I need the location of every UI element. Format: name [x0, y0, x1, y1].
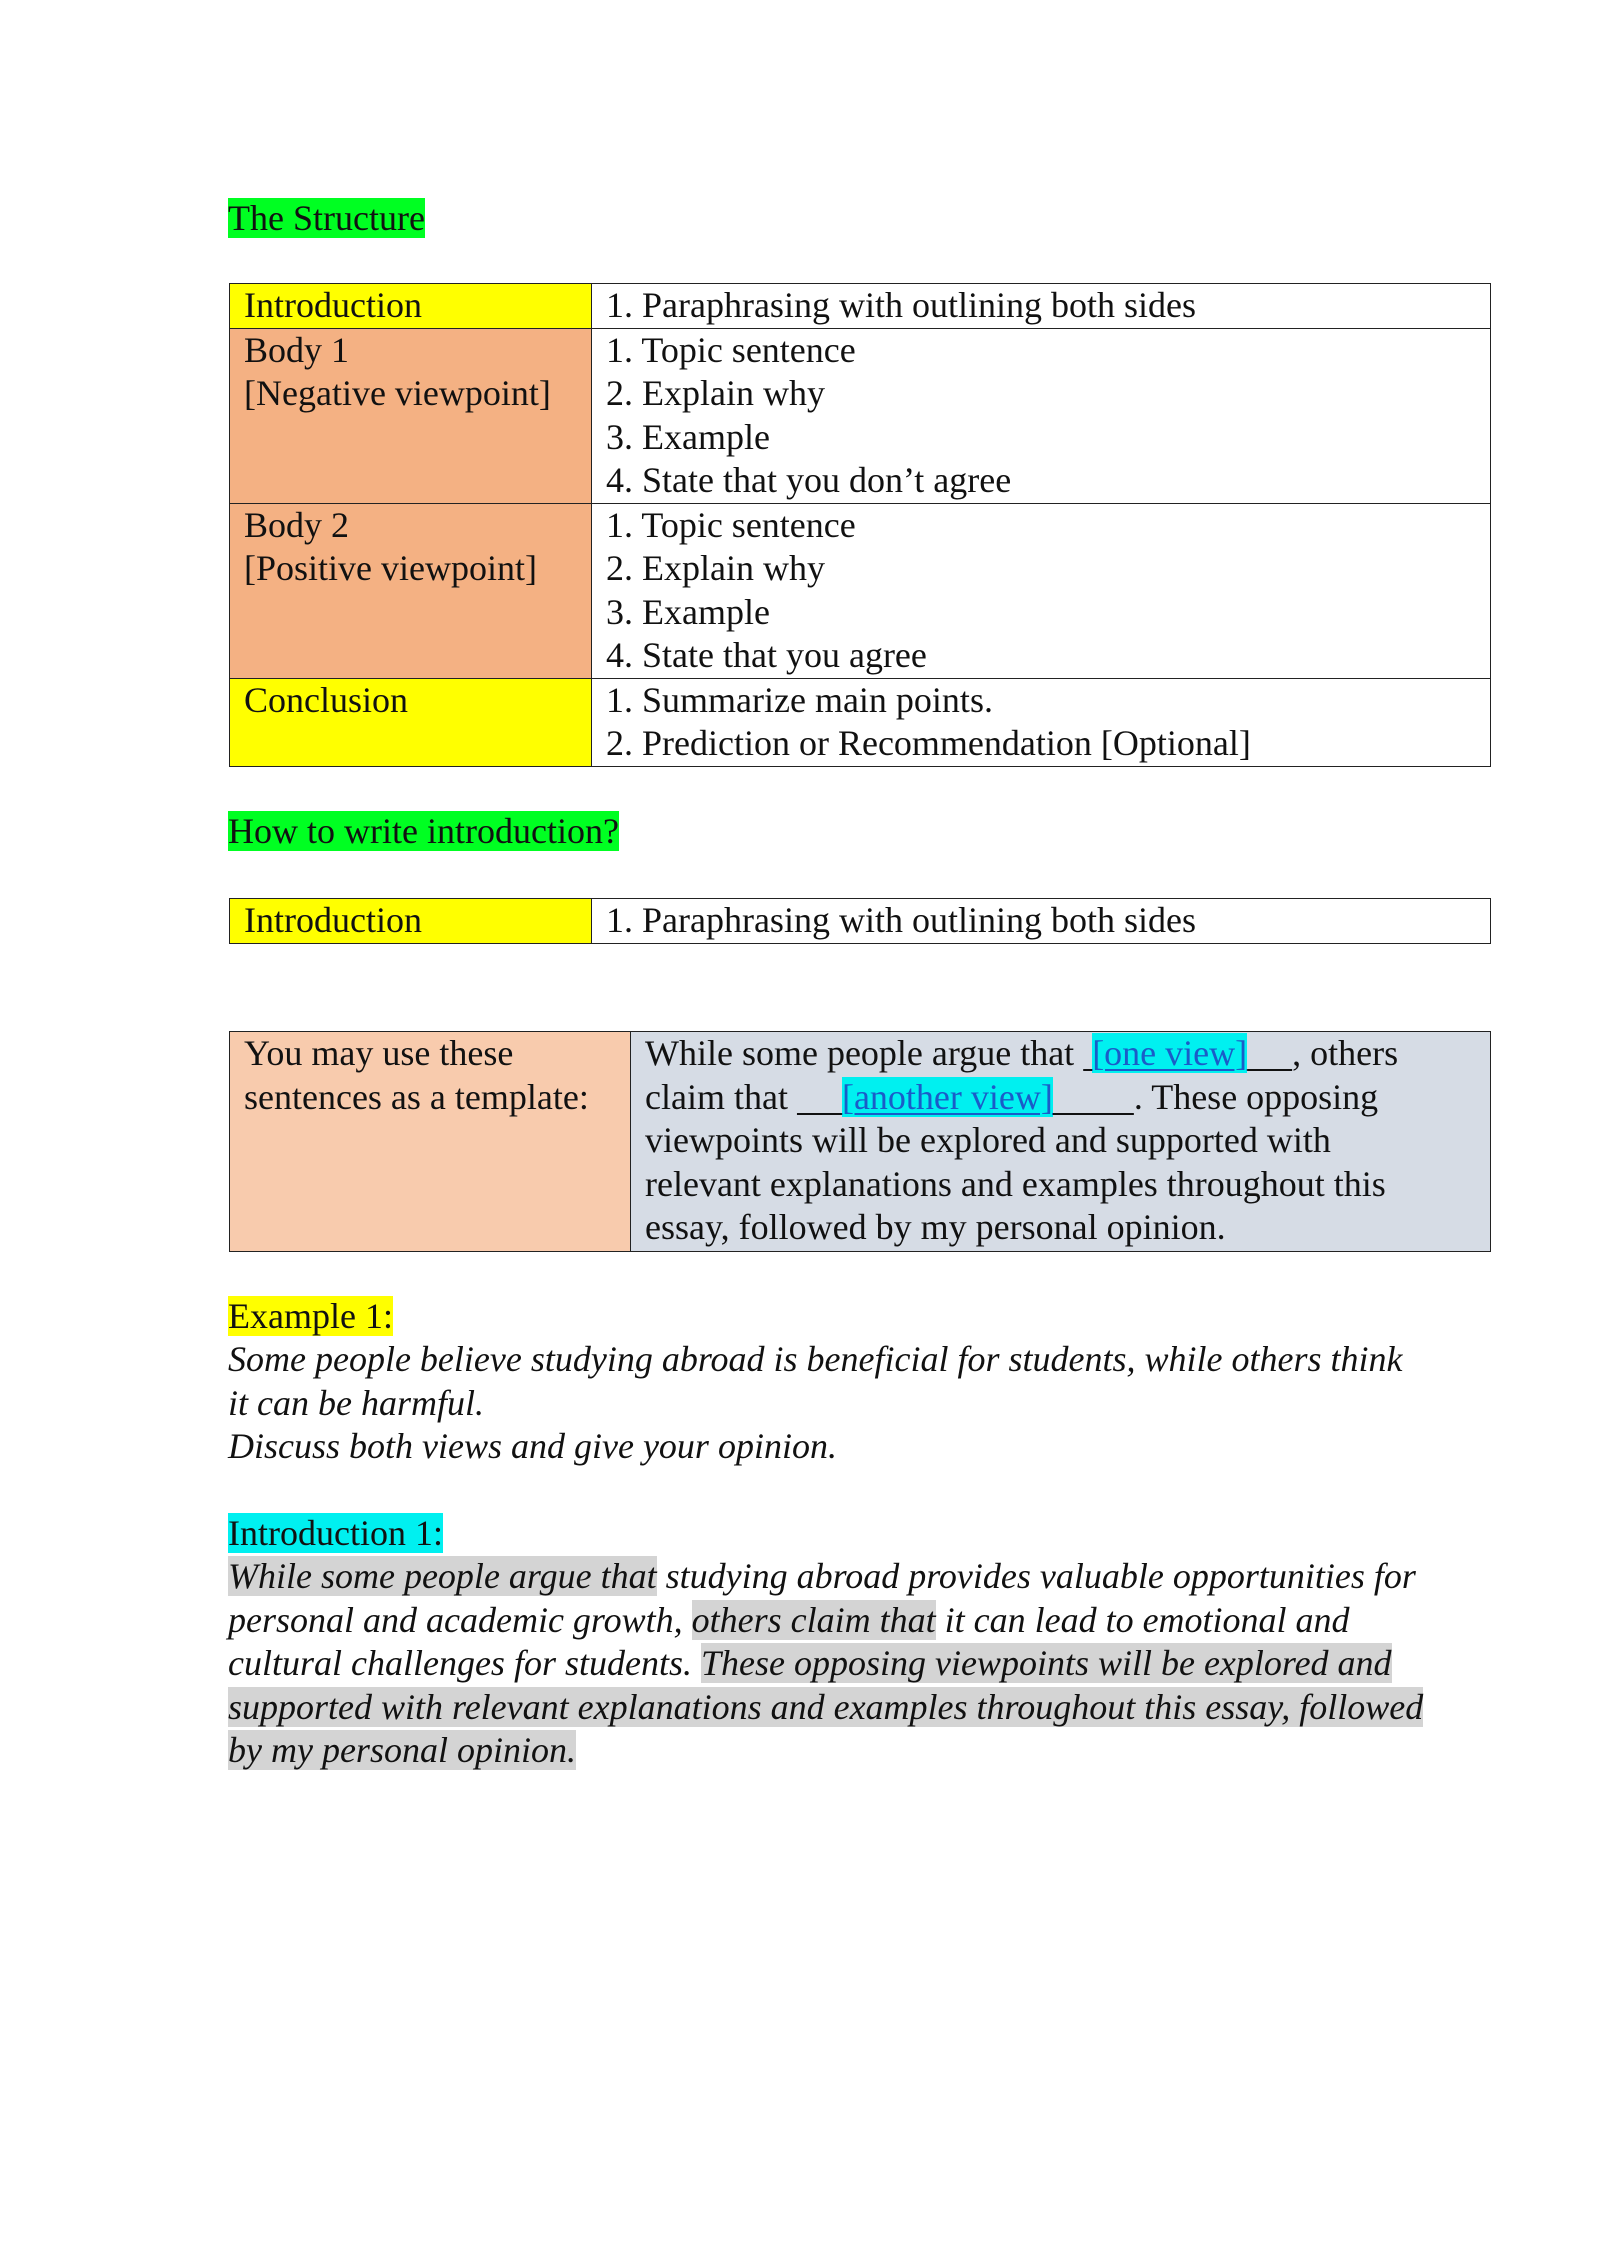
intro-cell-label	[230, 899, 592, 944]
intro-example-line-5	[228, 1729, 1490, 1773]
intro-row	[230, 899, 1491, 944]
content-line: 3. Example	[606, 416, 770, 457]
structure-row-conclusion	[230, 678, 1491, 766]
label-line: Introduction	[244, 285, 422, 325]
intro-example-text: personal and academic growth,	[228, 1599, 692, 1640]
template-phrase-highlight: others claim that	[691, 1599, 936, 1640]
introduction-example-heading	[228, 1512, 443, 1556]
content-line: 4. State that you don’t agree	[606, 460, 1012, 500]
content-line: 1. Topic sentence	[606, 504, 856, 545]
template-blank	[1053, 1077, 1134, 1117]
template-cell-label	[230, 1032, 631, 1252]
example-line: Discuss both views and give your opinion.	[228, 1426, 837, 1466]
content-line: 1. Summarize main points.	[606, 679, 993, 720]
content-line: 4. State that you agree	[606, 635, 927, 675]
intro-example-text: cultural challenges for students.	[228, 1643, 701, 1683]
template-row	[230, 1032, 1491, 1252]
template-placeholder-one-view: [one view]	[1092, 1033, 1248, 1073]
content-line: 1. Topic sentence	[606, 329, 856, 370]
intro-example-line-1	[228, 1555, 1490, 1599]
structure-row-introduction	[230, 284, 1491, 329]
intro-section-heading-text: How to write introduction?	[228, 811, 619, 851]
template-blank	[1247, 1033, 1292, 1073]
template-phrase-highlight: These opposing viewpoints will be explored and	[700, 1643, 1392, 1683]
label-line: [Negative viewpoint]	[244, 373, 551, 413]
structure-cell-label	[230, 503, 592, 678]
template-blank	[1083, 1033, 1092, 1073]
template-line-2	[645, 1076, 1476, 1120]
content-line: 1. Paraphrasing with outlining both sides	[606, 900, 1196, 940]
structure-cell-content	[592, 284, 1491, 329]
intro-example-line-2	[228, 1599, 1490, 1643]
example-heading	[228, 1295, 393, 1339]
structure-cell-label	[230, 328, 592, 503]
structure-cell-content	[592, 328, 1491, 503]
template-line: relevant explanations and examples throughout this	[645, 1163, 1386, 1204]
template-blank	[797, 1077, 842, 1117]
intro-section-heading	[228, 810, 619, 854]
template-phrase-highlight: by my personal opinion.	[228, 1730, 576, 1770]
label-line: Introduction	[244, 900, 422, 940]
label-line: sentences as a template:	[244, 1076, 589, 1117]
content-line: 3. Example	[606, 591, 770, 632]
example-prompt	[228, 1338, 1490, 1469]
label-line: You may use these	[244, 1033, 514, 1073]
template-text: , others	[1292, 1033, 1399, 1073]
template-phrase-highlight: supported with relevant explanations and examples throughout this essay, followed	[228, 1686, 1424, 1727]
content-line: 2. Prediction or Recommendation [Optional]	[606, 723, 1251, 763]
structure-row-body1	[230, 328, 1491, 503]
example-line: Some people believe studying abroad is beneficial for students, while others think	[228, 1339, 1403, 1379]
content-line: 1. Paraphrasing with outlining both sides	[606, 285, 1196, 325]
structure-heading-text: The Structure	[228, 198, 425, 238]
template-placeholder-another-view: [another view]	[841, 1076, 1053, 1117]
structure-cell-label	[230, 284, 592, 329]
template-line: viewpoints will be explored and supported with	[645, 1120, 1331, 1160]
content-line: 2. Explain why	[606, 548, 825, 588]
structure-heading	[228, 197, 425, 241]
example-heading-text: Example 1:	[228, 1296, 393, 1336]
template-table	[229, 1031, 1491, 1252]
template-text: claim that	[645, 1076, 797, 1117]
template-text: . These opposing	[1133, 1076, 1379, 1117]
label-line: Conclusion	[244, 679, 409, 720]
template-line: essay, followed by my personal opinion.	[645, 1207, 1226, 1247]
intro-cell-content	[592, 899, 1491, 944]
label-line: Body 1	[244, 329, 350, 370]
label-line: Body 2	[244, 504, 350, 545]
intro-example-line-4	[228, 1686, 1490, 1730]
structure-cell-label	[230, 678, 592, 766]
intro-example-line-3	[228, 1642, 1490, 1686]
structure-row-body2	[230, 503, 1491, 678]
introduction-example-heading-text: Introduction 1:	[228, 1513, 443, 1553]
structure-cell-content	[592, 503, 1491, 678]
label-line: [Positive viewpoint]	[244, 548, 537, 588]
introduction-example-paragraph	[228, 1555, 1490, 1773]
structure-table	[229, 283, 1491, 767]
intro-example-text: studying abroad provides valuable opportunities for	[656, 1556, 1416, 1596]
template-phrase-highlight: While some people argue that	[228, 1556, 657, 1596]
structure-cell-content	[592, 678, 1491, 766]
example-line: it can be harmful.	[228, 1382, 484, 1423]
intro-table	[229, 898, 1491, 944]
template-text: While some people argue that	[645, 1033, 1084, 1073]
template-cell-content	[631, 1032, 1491, 1252]
template-line-1	[645, 1032, 1476, 1076]
content-line: 2. Explain why	[606, 373, 825, 413]
intro-example-text: it can lead to emotional and	[935, 1599, 1350, 1640]
